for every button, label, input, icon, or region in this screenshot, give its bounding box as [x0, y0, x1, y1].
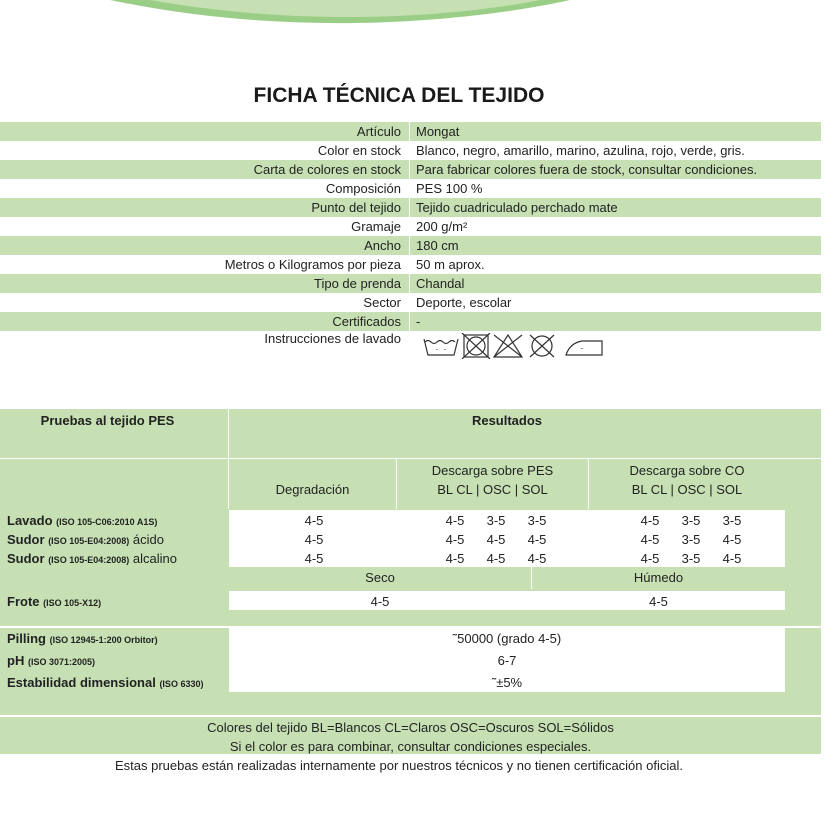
pilling-label: Pilling (ISO 12945-1:200 Orbitor) [7, 631, 158, 646]
page-title: FICHA TÉCNICA DEL TEJIDO [253, 84, 545, 107]
pes-value: 4-5 [445, 513, 465, 528]
co-value: 3-5 [681, 513, 701, 528]
pes-value: 4-5 [445, 551, 465, 566]
footer-line2: Si el color es para combinar, consultar condiciones especiales. [229, 739, 592, 754]
col-co-sub: BL CL | OSC | SOL [631, 482, 743, 497]
spec-row [0, 179, 821, 198]
test-row-label: Sudor (ISO 105-E04:2008) ácido [7, 532, 164, 547]
spec-value: Deporte, escolar [416, 295, 512, 310]
wash-30-icon [424, 339, 458, 355]
co-value: 4-5 [640, 513, 660, 528]
spec-value: Mongat [416, 124, 460, 139]
test-row-label: Sudor (ISO 105-E04:2008) alcalino [7, 551, 177, 566]
spec-row [0, 293, 821, 312]
no-dry-clean-icon [530, 335, 554, 357]
wash-instructions-label: Instrucciones de lavado [264, 331, 401, 346]
pes-value: 4-5 [445, 532, 465, 547]
col-degradacion: Degradación [275, 482, 350, 497]
seco-label: Seco [365, 570, 395, 585]
pes-value: 3-5 [527, 513, 547, 528]
spec-row [0, 236, 821, 255]
tests-header-right: Resultados [471, 413, 543, 428]
co-value: 4-5 [640, 551, 660, 566]
spec-label: Sector [363, 295, 401, 310]
spec-value: 180 cm [416, 238, 459, 253]
spec-value: 200 g/m² [416, 219, 468, 234]
frote-label: Frote (ISO 105-X12) [7, 594, 102, 609]
co-value: 4-5 [722, 532, 742, 547]
pes-value: 4-5 [486, 532, 506, 547]
col-pes-title: Descarga sobre PES [431, 463, 554, 478]
wash-icons [422, 333, 607, 359]
spec-label: Composición [325, 181, 401, 196]
co-value: 3-5 [722, 513, 742, 528]
frote-humedo: 4-5 [649, 594, 668, 609]
co-value: 3-5 [681, 532, 701, 547]
spec-row [0, 312, 821, 331]
co-value: 4-5 [640, 532, 660, 547]
spec-label: Punto del tejido [311, 200, 401, 215]
test-row-label: Lavado (ISO 105-C06:2010 A1S) [7, 513, 158, 528]
footer-line1: Colores del tejido BL=Blancos CL=Claros OSC=Oscuros SOL=Sólidos [207, 720, 614, 735]
footer-line3: Estas pruebas están realizadas internamente por nuestros técnicos y no tienen certificación oficial. [115, 758, 683, 773]
pes-value: 4-5 [486, 551, 506, 566]
frote-seco: 4-5 [370, 594, 390, 609]
spec-label: Color en stock [317, 143, 401, 158]
spec-label: Artículo [356, 124, 401, 139]
spec-label: Carta de colores en stock [253, 162, 401, 177]
spec-row [0, 274, 821, 293]
spec-label: Certificados [332, 314, 401, 329]
spec-row [0, 217, 821, 236]
col-pes-sub: BL CL | OSC | SOL [437, 482, 548, 497]
pes-value: 3-5 [486, 513, 506, 528]
spec-value: Chandal [416, 276, 465, 291]
spec-label: Tipo de prenda [314, 276, 401, 291]
spec-value: Tejido cuadriculado perchado mate [416, 200, 618, 215]
spec-value: 50 m aprox. [416, 257, 485, 272]
humedo-label: Húmedo [633, 570, 684, 585]
spec-value: PES 100 % [416, 181, 483, 196]
spec-value: Blanco, negro, amarillo, marino, azulina, rojo, verde, gris. [416, 143, 745, 158]
spec-label: Ancho [364, 238, 401, 253]
degradacion-value: 4-5 [304, 532, 324, 547]
estab-value: ˜±5% [491, 675, 523, 690]
spec-row [0, 141, 821, 160]
col-co-title: Descarga sobre CO [629, 463, 745, 478]
ph-value: 6-7 [497, 653, 517, 668]
spec-value: Para fabricar colores fuera de stock, consultar condiciones. [416, 162, 758, 177]
header-swoosh [0, 0, 827, 60]
no-bleach-icon [462, 333, 490, 359]
spec-label: Metros o Kilogramos por pieza [224, 257, 401, 272]
degradacion-value: 4-5 [304, 551, 324, 566]
iron-low-icon [566, 341, 602, 355]
ph-label: pH (ISO 3071:2005) [7, 653, 96, 668]
no-tumble-dry-icon [494, 335, 522, 357]
co-value: 4-5 [722, 551, 742, 566]
degradacion-value: 4-5 [304, 513, 324, 528]
spec-label: Gramaje [351, 219, 401, 234]
co-value: 3-5 [681, 551, 701, 566]
pes-value: 4-5 [527, 551, 547, 566]
spec-row [0, 122, 821, 141]
spec-row [0, 160, 821, 179]
spec-value: - [416, 314, 421, 329]
tests-header-left: Pruebas al tejido PES [40, 413, 175, 428]
spec-row [0, 255, 821, 274]
estab-label: Estabilidad dimensional (ISO 6330) [7, 675, 204, 690]
pes-value: 4-5 [527, 532, 547, 547]
spec-row [0, 198, 821, 217]
pilling-value: ˜50000 (grado 4-5) [452, 631, 562, 646]
